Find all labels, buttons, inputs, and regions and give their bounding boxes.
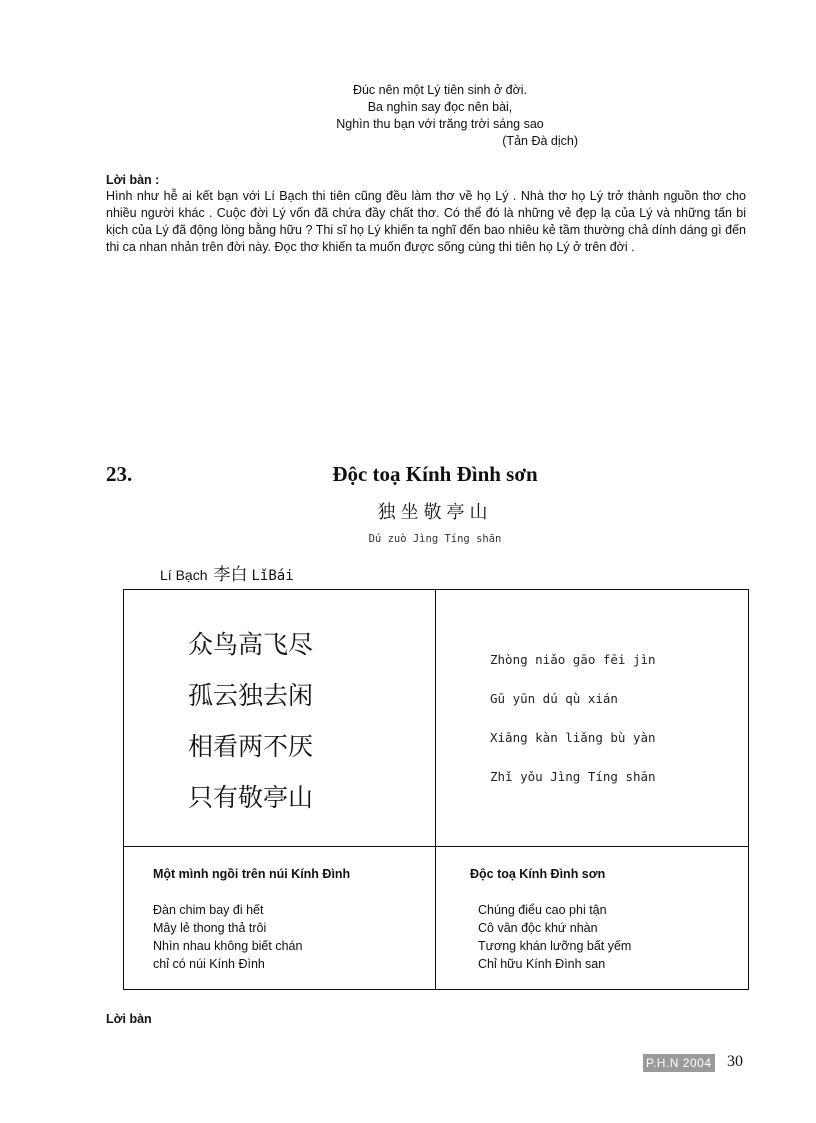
translation-title: Một mình ngồi trên núi Kính Đình [153, 867, 351, 881]
poem-translation [153, 865, 350, 973]
hanviet-line: Tương khán lưỡng bất yếm [478, 939, 632, 953]
poem-title: Độc toạ Kính Đình sơn [332, 462, 538, 486]
translation-line: Mây lẻ thong thả trôi [153, 921, 267, 935]
poem-line-pinyin: Gū yūn dú qù xián [490, 691, 618, 706]
author-name: Lí Bạch [160, 567, 208, 583]
verse-line: Đúc nên một Lý tiên sinh ở đời. [352, 83, 528, 97]
poem-line-chinese: 只有敬亭山 [188, 783, 314, 812]
hanviet-line: Cô vân độc khứ nhàn [478, 921, 598, 935]
poem-hanviet [470, 865, 631, 973]
poem-title-chinese: 独坐敬亭山 [377, 502, 493, 523]
author-name-chinese: 李白 [213, 565, 248, 585]
poem-line-chinese: 众鸟高飞尽 [188, 630, 314, 659]
hanviet-line: Chúng điểu cao phi tận [478, 903, 607, 917]
comment-heading-2: Lời bàn [106, 1012, 152, 1026]
table-divider [123, 846, 749, 847]
footer-badge: P.H.N 2004 [643, 1054, 715, 1072]
poem-line-chinese: 相看两不厌 [188, 732, 314, 761]
page-number: 30 [727, 1053, 743, 1070]
comment-heading: Lời bàn : [106, 173, 160, 187]
hanviet-title: Độc toạ Kính Đình sơn [470, 867, 606, 881]
comment-paragraph: Hình như hễ ai kết bạn với Lí Bạch thi tiên cũng đều làm thơ về họ Lý . Nhà thơ họ Lý trở thành nguồn thơ cho nhiều người khác . Cuộc đời Lý vốn đã chứa đầy chất thơ. Có thể đó là những vẻ đẹp lạ của Lý và những tấn bi kịch của Lý đã động lòng bằng hữu ? Thi sĩ họ Lý khiến ta nghĩ đến bao nhiêu kẻ tầm thường chả dính dáng gì đến thi ca nhan nhản trên đời này. Đọc thơ khiến ta muốn được sống cùng thi tiên họ Lý ở trên đời . [106, 189, 746, 254]
poem-line-chinese: 孤云独去闲 [188, 681, 314, 710]
verse-line: Nghìn thu bạn với trăng trời sáng sao [336, 117, 544, 131]
poem-title-pinyin: Dú zuò Jìng Tíng shān [368, 533, 502, 545]
poem-chinese-text [188, 630, 313, 834]
poem-line-pinyin: Zhǐ yǒu Jìng Tíng shān [490, 769, 656, 784]
poem-line-pinyin: Zhòng niǎo gāo fēi jìn [490, 652, 656, 667]
poem-line-pinyin: Xiāng kàn liǎng bù yàn [490, 730, 656, 745]
table-divider [435, 589, 436, 990]
hanviet-line: Chỉ hữu Kính Đình san [478, 957, 606, 971]
translation-line: chỉ có núi Kính Đình [153, 957, 265, 971]
author-name-pinyin: LǐBái [251, 568, 294, 584]
translation-line: Đàn chim bay đi hết [153, 903, 264, 917]
verse-fragment [200, 82, 680, 150]
verse-line: Ba nghìn say đọc nên bài, [367, 100, 513, 114]
poem-author [160, 560, 294, 585]
translation-line: Nhìn nhau không biết chán [153, 939, 303, 953]
verse-credit: (Tản Đà dịch) [502, 134, 578, 148]
poem-number: 23. [106, 462, 133, 486]
poem-pinyin-text [490, 651, 656, 807]
